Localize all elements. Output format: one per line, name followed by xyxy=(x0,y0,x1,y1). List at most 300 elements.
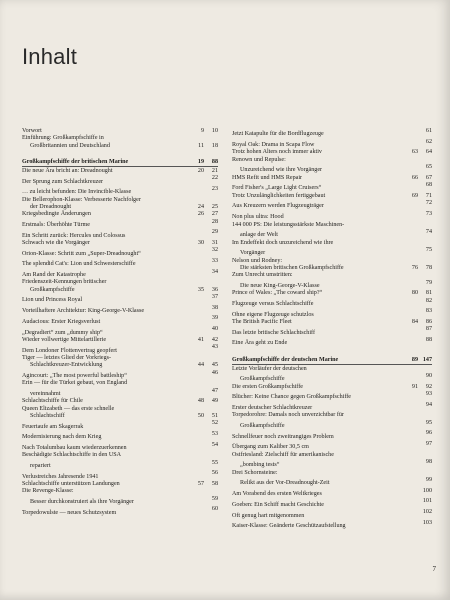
toc-entry[interactable] xyxy=(232,337,432,348)
toc-page-start xyxy=(400,337,418,344)
toc-entry[interactable] xyxy=(232,488,432,499)
toc-page-start: 91 xyxy=(411,383,418,390)
toc-entry-text: The splendid Cat's: Lion und Schwesterschiffe xyxy=(22,261,136,268)
toc-entry[interactable] xyxy=(22,337,218,344)
toc-page-end: 28 xyxy=(211,218,218,225)
toc-page-range xyxy=(400,420,432,427)
toc-entry[interactable] xyxy=(22,370,218,381)
toc-entry[interactable] xyxy=(232,391,432,402)
toc-page-start xyxy=(186,370,204,377)
toc-entry[interactable] xyxy=(22,452,218,459)
toc-page-start: 63 xyxy=(411,149,418,156)
toc-page-end: 83 xyxy=(425,308,432,315)
toc-entry-text: Schlachtschiff xyxy=(30,412,65,419)
toc-page-start xyxy=(400,139,418,146)
toc-page-end: 90 xyxy=(425,372,432,379)
toc-entry-text: Orion-Klasse: Schritt zum „Super-Dreadnought“ xyxy=(22,250,141,257)
toc-entry[interactable] xyxy=(22,211,218,218)
toc-entry[interactable] xyxy=(232,430,432,441)
toc-page-range xyxy=(400,319,432,326)
toc-page-end: 58 xyxy=(211,481,218,488)
toc-entry[interactable] xyxy=(22,294,218,305)
toc-page-start: 66 xyxy=(411,174,418,181)
toc-entry-text: Der Sprung zum Schlachtkreuzer xyxy=(22,178,104,185)
toc-page-end: 102 xyxy=(422,509,432,516)
toc-entry[interactable] xyxy=(232,272,432,279)
toc-entry[interactable] xyxy=(22,380,218,387)
toc-page-start xyxy=(400,509,418,516)
toc-entry-text: Verlustreiches Jahresende 1941 xyxy=(22,473,99,480)
page-title: Inhalt xyxy=(22,44,78,69)
toc-entry-text: Lion und Princess Royal xyxy=(22,297,83,304)
toc-entry-text: Letzte Vorläufer der deutschen xyxy=(232,365,307,372)
toc-entry-text: Vorteilhaftere Architektur: King-George-V-Klasse xyxy=(22,308,145,315)
toc-entry-text: Im Endeffekt doch unzureichend wie ihre xyxy=(232,239,334,246)
toc-page-start xyxy=(400,164,418,171)
toc-entry[interactable] xyxy=(232,149,432,156)
toc-entry[interactable] xyxy=(22,398,218,405)
toc-entry-text: Blücher: Keine Chance gegen Großkampfschiffe xyxy=(232,394,352,401)
toc-entry-text: Torpedowulste — neues Schutzsystem xyxy=(22,509,117,516)
toc-entry[interactable] xyxy=(232,477,432,488)
toc-entry-text: Schwach wie die Vorgänger xyxy=(22,240,90,246)
toc-entry-text: Schnellfeuer noch zweitrangiges Problem xyxy=(232,433,334,440)
toc-page-range xyxy=(186,344,218,351)
toc-page-end: 27 xyxy=(211,211,218,218)
toc-page-range xyxy=(400,175,432,182)
toc-entry[interactable] xyxy=(232,384,432,391)
toc-entry-text: Queen Elizabeth — das erste schnelle xyxy=(22,405,115,412)
toc-page-range xyxy=(186,470,218,477)
toc-page-start xyxy=(186,269,204,276)
toc-entry-text: Dem Londoner Flottenvertrag geopfert xyxy=(22,347,117,354)
toc-entry-text: repariert xyxy=(30,463,51,470)
toc-page-end: 101 xyxy=(422,498,432,505)
toc-page-start xyxy=(400,211,418,218)
toc-entry[interactable] xyxy=(232,498,432,509)
toc-page-start xyxy=(186,506,204,513)
toc-entry-text: Drei Schornsteine: xyxy=(232,469,278,476)
toc-page-start xyxy=(186,305,204,312)
toc-page-start: 11 xyxy=(198,142,204,149)
toc-page-start xyxy=(186,294,204,301)
toc-entry[interactable] xyxy=(232,452,432,459)
toc-entry[interactable] xyxy=(22,413,218,420)
toc-page-start xyxy=(400,373,418,380)
toc-entry[interactable] xyxy=(232,412,432,419)
toc-page-range xyxy=(186,481,218,488)
toc-page-start xyxy=(186,460,204,467)
toc-entry-text: anlage der Welt xyxy=(240,232,278,239)
toc-entry-text: Großkampfschiffe xyxy=(240,423,285,429)
toc-entry-text: Vorwort xyxy=(22,128,42,134)
toc-page-end: 88 xyxy=(425,337,432,344)
toc-entry-text: Oft genug hart mitgenommen xyxy=(232,512,305,519)
toc-entry[interactable] xyxy=(22,197,218,204)
toc-entry-text: Feuertaufe am Skagerrak xyxy=(22,423,84,430)
toc-page-start: 84 xyxy=(411,319,418,325)
toc-page-start xyxy=(186,219,204,226)
toc-page-range xyxy=(186,258,218,265)
toc-entry-text: Die Bellerophon-Klasse: Verbesserte Nachfolger xyxy=(22,196,141,203)
toc-entry-text: Kriegsbedingte Änderungen xyxy=(22,211,91,218)
toc-entry-text: Großkampfschiffe xyxy=(30,286,75,293)
toc-page-range xyxy=(400,520,432,527)
toc-page-end: 73 xyxy=(425,210,432,217)
toc-entry-text: Ostfriesland: Zielschiff für amerikanische xyxy=(232,451,334,458)
toc-section-heading[interactable] xyxy=(22,159,218,166)
toc-page-end: 86 xyxy=(425,319,432,325)
toc-entry[interactable] xyxy=(22,258,218,269)
toc-page-end: 78 xyxy=(425,264,432,271)
toc-page-start: 89 xyxy=(411,356,418,363)
toc-page-end: 60 xyxy=(211,506,218,513)
toc-entry[interactable] xyxy=(22,470,218,481)
toc-page-start xyxy=(400,459,418,466)
toc-page-range xyxy=(186,496,218,503)
toc-entry-text: Erster deutscher Schlachtkreuzer xyxy=(232,404,313,411)
toc-page-end: 92 xyxy=(425,383,432,390)
toc-page-start xyxy=(400,488,418,495)
toc-page-end: 36 xyxy=(211,286,218,293)
toc-entry[interactable] xyxy=(22,460,218,471)
toc-page-end: 64 xyxy=(425,149,432,156)
toc-page-range xyxy=(186,229,218,236)
toc-page-start xyxy=(186,470,204,477)
toc-page-start xyxy=(186,315,204,322)
toc-page-start xyxy=(400,247,418,254)
toc-page-start: 80 xyxy=(411,290,418,297)
toc-entry[interactable] xyxy=(22,344,218,355)
toc-entry[interactable] xyxy=(22,315,218,326)
toc-entry-text: 144 000 PS: Die leistungsstärkste Maschinen- xyxy=(232,221,345,228)
toc-page-range xyxy=(186,315,218,322)
toc-entry-text: Die ersten Großkampfschiffe xyxy=(232,383,303,390)
toc-page-range xyxy=(400,373,432,380)
toc-page-start xyxy=(186,442,204,449)
toc-page-start: 24 xyxy=(197,203,204,210)
toc-entry[interactable] xyxy=(232,229,432,240)
toc-page-start: 44 xyxy=(197,362,204,369)
section-gap xyxy=(232,348,432,355)
toc-page-start xyxy=(400,280,418,287)
toc-entry[interactable] xyxy=(232,280,432,291)
toc-entry[interactable] xyxy=(232,211,432,222)
toc-page-end: 38 xyxy=(211,304,218,311)
toc-entry[interactable] xyxy=(22,143,218,150)
toc-page-end: 18 xyxy=(211,142,218,149)
toc-section-heading[interactable] xyxy=(232,357,432,364)
toc-page-end: 99 xyxy=(425,477,432,484)
toc-entry[interactable] xyxy=(232,520,432,531)
toc-entry-text: … zu leicht befunden: Die Invincible-Klasse xyxy=(22,189,132,196)
toc-entry[interactable] xyxy=(22,326,218,337)
toc-entry-text: Ohne eigene Flugzeuge schutzlos xyxy=(232,311,314,318)
toc-entry[interactable] xyxy=(232,470,432,477)
toc-entry[interactable] xyxy=(22,431,218,442)
toc-entry-text: Modernisierung nach dem Krieg xyxy=(22,434,102,441)
toc-page-end: 54 xyxy=(211,441,218,448)
toc-entry-text: Jetzt Katapulte für die Bordflugzeuge xyxy=(232,131,324,138)
toc-page-range xyxy=(186,247,218,254)
toc-entry[interactable] xyxy=(232,319,432,326)
toc-entry[interactable] xyxy=(232,509,432,520)
toc-entry[interactable] xyxy=(22,488,218,495)
toc-page-end: 39 xyxy=(211,315,218,322)
toc-entry[interactable] xyxy=(22,388,218,399)
toc-entry[interactable] xyxy=(232,247,432,258)
toc-page-range xyxy=(186,362,218,369)
toc-page-start: 30 xyxy=(197,240,204,246)
toc-page-end: 25 xyxy=(211,203,218,210)
toc-page-range xyxy=(400,265,432,272)
toc-entry[interactable] xyxy=(232,128,432,139)
toc-column-right xyxy=(232,128,432,531)
toc-entry[interactable] xyxy=(232,157,432,164)
toc-entry[interactable] xyxy=(232,139,432,150)
toc-page-end: 53 xyxy=(211,431,218,437)
toc-page-range xyxy=(186,442,218,449)
toc-entry-text: „bombing tests“ xyxy=(240,462,280,469)
toc-entry-text: Die neue King-George-V-Klasse xyxy=(240,282,320,289)
toc-page-end: 74 xyxy=(425,228,432,235)
toc-page-end: 42 xyxy=(211,336,218,343)
toc-page-range xyxy=(400,488,432,495)
toc-entry[interactable] xyxy=(232,459,432,470)
toc-entry[interactable] xyxy=(232,200,432,211)
toc-entry[interactable] xyxy=(22,496,218,507)
toc-page-range xyxy=(400,337,432,344)
toc-page-start xyxy=(186,258,204,265)
toc-entry[interactable] xyxy=(22,269,218,280)
toc-page-end: 22 xyxy=(211,175,218,182)
toc-page-range xyxy=(400,182,432,189)
toc-entry[interactable] xyxy=(232,441,432,452)
toc-page-end: 29 xyxy=(211,229,218,236)
toc-entry-text: Nelson und Rodney: xyxy=(232,257,283,264)
toc-entry[interactable] xyxy=(22,175,218,186)
toc-entry-text: Zum Unrecht umstritten: xyxy=(232,272,293,279)
toc-entry[interactable] xyxy=(232,265,432,272)
toc-page-range xyxy=(400,290,432,297)
toc-page-start xyxy=(186,326,204,333)
toc-entry-text: Schlachtschiffe unterstützen Landungen xyxy=(22,481,120,488)
toc-entry-text: Am Vorabend des ersten Weltkrieges xyxy=(232,491,322,498)
toc-entry[interactable] xyxy=(22,406,218,413)
toc-entry-text: Torpedorohre: Damals noch unverzichtbar für xyxy=(232,412,344,419)
toc-page-start xyxy=(400,402,418,409)
toc-page-range xyxy=(186,240,218,247)
toc-entry[interactable] xyxy=(232,164,432,175)
toc-page-end: 33 xyxy=(211,258,218,265)
toc-page-start xyxy=(400,520,418,527)
toc-page-end: 98 xyxy=(425,459,432,466)
toc-page-range xyxy=(186,388,218,395)
toc-page-start xyxy=(400,128,418,135)
toc-page-start xyxy=(400,391,418,398)
toc-entry[interactable] xyxy=(22,247,218,258)
toc-entry-text: Relikt aus der Vor-Dreadnought-Zeit xyxy=(240,480,330,487)
toc-entry[interactable] xyxy=(22,240,218,247)
toc-entry-text: Erstmals: Überhöhte Türme xyxy=(22,221,90,228)
toc-page-end: 21 xyxy=(211,167,218,174)
toc-entry-text: Die stärksten britischen Großkampfschiffe xyxy=(240,264,344,271)
toc-entry-text: Prince of Wales: „The coward ship?“ xyxy=(232,290,323,297)
toc-entry[interactable] xyxy=(232,193,432,200)
toc-entry-text: Großbritannien und Deutschland xyxy=(30,142,110,149)
toc-entry[interactable] xyxy=(22,168,218,175)
toc-page-start xyxy=(400,498,418,505)
toc-entry-text: Die Revenge-Klasse: xyxy=(22,488,74,495)
toc-entry[interactable] xyxy=(232,420,432,431)
toc-entry[interactable] xyxy=(22,229,218,240)
toc-page-start: 57 xyxy=(197,481,204,488)
toc-page-range xyxy=(186,204,218,211)
toc-page-end: 31 xyxy=(211,240,218,246)
toc-entry-text: Vorgänger xyxy=(240,250,266,257)
toc-page-end: 59 xyxy=(211,495,218,502)
toc-entry-text: Einführung: Großkampfschiffe in xyxy=(22,135,104,142)
toc-page-range xyxy=(400,139,432,146)
toc-entry[interactable] xyxy=(232,298,432,309)
page-number: 7 xyxy=(432,565,436,573)
toc-page-range xyxy=(400,308,432,315)
toc-page-range xyxy=(186,294,218,301)
toc-page-range xyxy=(186,175,218,182)
toc-entry[interactable] xyxy=(22,219,218,230)
toc-entry[interactable] xyxy=(232,373,432,384)
toc-entry[interactable] xyxy=(22,135,218,142)
toc-page-range xyxy=(186,420,218,427)
toc-entry-text: Friedenszeit-Kennungen britischer xyxy=(22,279,107,286)
toc-page-range xyxy=(400,430,432,437)
toc-entry[interactable] xyxy=(22,420,218,431)
toc-entry-text: Renown und Repulse: xyxy=(232,156,286,163)
toc-entry[interactable] xyxy=(22,506,218,517)
toc-page-start xyxy=(186,247,204,254)
toc-page-range xyxy=(400,247,432,254)
toc-entry[interactable] xyxy=(22,442,218,453)
toc-entry-text: Trotz Unzulänglichkeiten fertiggebaut xyxy=(232,192,326,199)
toc-entry-text: Audacious: Erster Kriegsverlust xyxy=(22,318,101,325)
toc-page-range xyxy=(186,287,218,294)
toc-entry-text: The British Pacific Fleet xyxy=(232,319,292,325)
toc-entry[interactable] xyxy=(22,279,218,286)
toc-entry[interactable] xyxy=(22,362,218,369)
toc-page-range xyxy=(400,149,432,156)
toc-entry[interactable] xyxy=(232,402,432,413)
toc-entry[interactable] xyxy=(232,182,432,193)
toc-page-start xyxy=(186,229,204,236)
toc-entry[interactable] xyxy=(22,481,218,488)
toc-page-end: 61 xyxy=(425,128,432,134)
toc-page-range xyxy=(186,413,218,420)
toc-page-end: 56 xyxy=(211,470,218,477)
toc-page-start xyxy=(400,326,418,333)
toc-entry-text: Das letzte britische Schlachtschiff xyxy=(232,329,315,336)
toc-entry-text: Besser durchkonstruiert als ihre Vorgänger xyxy=(30,499,134,506)
toc-entry-text: Großkampfschiffe xyxy=(240,376,285,383)
toc-page-end: 79 xyxy=(425,279,432,286)
toc-page-end: 96 xyxy=(425,430,432,437)
toc-page-range xyxy=(186,326,218,333)
toc-page-range xyxy=(400,391,432,398)
toc-entry[interactable] xyxy=(232,240,432,247)
toc-entry-text: Ford Fisher's „Large Light Cruisers“ xyxy=(232,185,322,192)
toc-page-range xyxy=(186,370,218,377)
toc-entry-text: Agincourt: „The most powerful battleship“ xyxy=(22,372,127,379)
toc-page-end: 72 xyxy=(425,200,432,207)
toc-page-end: 32 xyxy=(211,247,218,254)
toc-page-end: 97 xyxy=(425,441,432,448)
toc-entry[interactable] xyxy=(232,326,432,337)
toc-page-end: 10 xyxy=(211,128,218,134)
toc-page-start xyxy=(186,496,204,503)
toc-entry[interactable] xyxy=(22,186,218,197)
toc-page-start xyxy=(400,308,418,315)
toc-entry-text: Nach Totalumbau kaum wiederzuerkennen xyxy=(22,445,127,452)
toc-page-start xyxy=(400,441,418,448)
toc-page-range xyxy=(186,337,218,344)
toc-page-start: 50 xyxy=(197,412,204,419)
toc-entry[interactable] xyxy=(22,355,218,362)
toc-entry-text: Erin — für die Türkei gebaut, von England xyxy=(22,380,128,387)
toc-page-range xyxy=(186,211,218,218)
toc-page-end: 46 xyxy=(211,369,218,376)
toc-page-start xyxy=(186,420,204,427)
toc-page-start: 76 xyxy=(411,264,418,271)
toc-page-end: 82 xyxy=(425,297,432,304)
toc-page-start xyxy=(400,477,418,484)
toc-page-start xyxy=(400,182,418,189)
toc-entry[interactable] xyxy=(232,290,432,297)
toc-page-start xyxy=(186,431,204,438)
toc-page-start xyxy=(186,175,204,182)
toc-page-end: 43 xyxy=(211,344,218,351)
toc-page-end: 47 xyxy=(211,387,218,394)
toc-entry[interactable] xyxy=(232,175,432,182)
toc-page-end: 95 xyxy=(425,419,432,426)
toc-entry[interactable] xyxy=(232,366,432,373)
toc-entry[interactable] xyxy=(232,258,432,265)
toc-page-end: 23 xyxy=(211,185,218,192)
toc-entry-text: Großkampfschiffe der britischen Marine xyxy=(22,159,129,166)
toc-entry-text: Schlachtschiffe für Chile xyxy=(22,398,83,405)
toc-page-start xyxy=(186,186,204,193)
toc-page-range xyxy=(186,506,218,513)
toc-entry-text: Großkampfschiffe der deutschen Marine xyxy=(232,356,339,363)
toc-page-end: 65 xyxy=(425,164,432,171)
toc-page-range xyxy=(400,200,432,207)
toc-entry[interactable] xyxy=(232,308,432,319)
toc-page-start xyxy=(186,388,204,395)
toc-page-range xyxy=(400,128,432,135)
toc-entry[interactable] xyxy=(22,287,218,294)
toc-entry[interactable] xyxy=(22,305,218,316)
toc-entry-text: Schlachtkreuzer-Entwicklung xyxy=(30,362,103,369)
toc-page-range xyxy=(186,305,218,312)
toc-page-end: 87 xyxy=(425,326,432,333)
toc-page-range xyxy=(400,459,432,466)
toc-page-end: 88 xyxy=(211,159,218,166)
toc-page-start: 26 xyxy=(197,211,204,218)
toc-page-end: 52 xyxy=(211,420,218,427)
toc-entry-text: Die neue Ära bricht an: Dreadnought xyxy=(22,167,113,174)
toc-page-range xyxy=(400,193,432,200)
toc-page-start: 9 xyxy=(200,128,204,134)
toc-entry[interactable] xyxy=(232,222,432,229)
toc-page-end: 62 xyxy=(425,138,432,145)
